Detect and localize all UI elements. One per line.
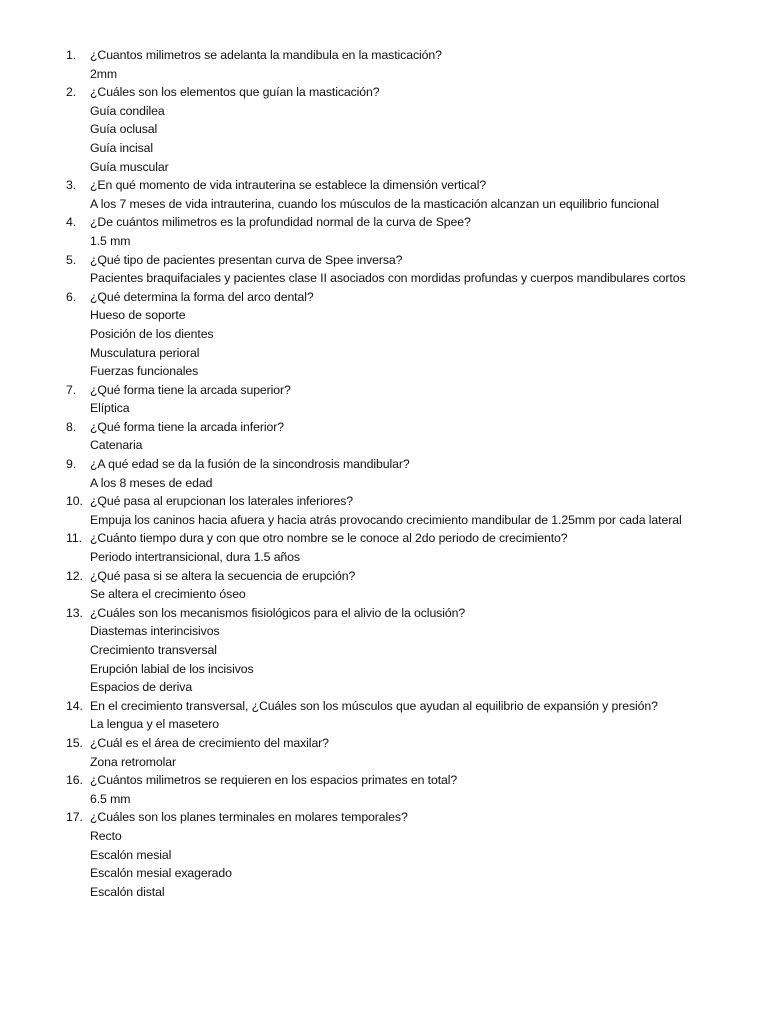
answer-line: Elíptica bbox=[90, 401, 130, 416]
question-text: ¿Cuantos milimetros se adelanta la mandibula en la masticación? bbox=[90, 48, 442, 62]
question-item bbox=[66, 808, 746, 901]
question-line bbox=[66, 251, 746, 270]
question-line bbox=[66, 418, 746, 437]
question-item bbox=[66, 176, 746, 213]
question-line bbox=[66, 529, 746, 548]
question-number: 3. bbox=[66, 178, 77, 193]
question-line bbox=[66, 213, 746, 232]
question-number: 11. bbox=[66, 531, 82, 546]
question-number: 13. bbox=[66, 605, 83, 620]
answer-line: Recto bbox=[90, 828, 122, 843]
question-text: ¿De cuántos milimetros es la profundidad normal de la curva de Spee? bbox=[90, 215, 471, 230]
question-item bbox=[66, 381, 746, 418]
answer-line: A los 7 meses de vida intrauterina, cuando los músculos de la masticación alcanzan un equilibrio funcional bbox=[90, 196, 660, 211]
answer-line: Crecimiento transversal bbox=[90, 643, 217, 657]
question-item bbox=[66, 771, 746, 808]
answer-line: Erupción labial de los incisivos bbox=[90, 661, 254, 676]
answer-line: 6.5 mm bbox=[90, 791, 131, 806]
question-item bbox=[66, 492, 746, 529]
question-line bbox=[66, 288, 746, 307]
question-line bbox=[66, 455, 746, 474]
answer-line: Periodo intertransicional, dura 1.5 años bbox=[90, 550, 300, 565]
question-number: 6. bbox=[66, 289, 77, 304]
question-text: ¿Cuánto tiempo dura y con que otro nombre se le conoce al 2do periodo de crecimiento? bbox=[90, 531, 568, 546]
question-text: ¿A qué edad se da la fusión de la sincondrosis mandibular? bbox=[90, 457, 410, 472]
question-item bbox=[66, 734, 746, 771]
question-text: En el crecimiento transversal, ¿Cuáles son los músculos que ayudan al equilibrio de expansión y presión? bbox=[90, 698, 658, 713]
question-line bbox=[66, 771, 746, 790]
question-item bbox=[66, 83, 746, 176]
answer-line: Zona retromolar bbox=[90, 754, 176, 769]
question-text: ¿Qué forma tiene la arcada inferior? bbox=[90, 419, 284, 434]
question-item bbox=[66, 46, 746, 83]
question-text: ¿Qué forma tiene la arcada superior? bbox=[90, 382, 291, 397]
question-item bbox=[66, 455, 746, 492]
answer-line: Pacientes braquifaciales y pacientes clase II asociados con mordidas profundas y cuerpos mandibulares cortos bbox=[90, 271, 686, 286]
question-item bbox=[66, 604, 746, 697]
question-list bbox=[66, 46, 746, 901]
answer-line: Fuerzas funcionales bbox=[90, 364, 199, 379]
question-line bbox=[66, 381, 746, 400]
question-line bbox=[66, 46, 746, 65]
question-number: 4. bbox=[66, 215, 77, 230]
question-line bbox=[66, 808, 746, 827]
answer-line: Catenaria bbox=[90, 438, 143, 453]
answer-line: Posición de los dientes bbox=[90, 326, 214, 341]
answer-line: Guía condilea bbox=[90, 103, 165, 118]
question-line bbox=[66, 604, 746, 623]
question-number: 15. bbox=[66, 735, 83, 750]
question-text: ¿Qué pasa al erupcionan los laterales inferiores? bbox=[90, 494, 354, 509]
question-number: 1. bbox=[66, 48, 77, 62]
question-item bbox=[66, 567, 746, 604]
question-number: 10. bbox=[66, 494, 83, 509]
answer-line: 1.5 mm bbox=[90, 233, 131, 248]
question-text: ¿Qué determina la forma del arco dental? bbox=[90, 289, 314, 304]
question-line bbox=[66, 176, 746, 195]
answer-line: La lengua y el masetero bbox=[90, 717, 219, 732]
answer-line: 2mm bbox=[90, 66, 118, 81]
question-number: 16. bbox=[66, 773, 83, 788]
question-text: ¿Cuál es el área de crecimiento del maxilar? bbox=[90, 735, 329, 750]
question-number: 14. bbox=[66, 698, 83, 713]
question-item bbox=[66, 213, 746, 250]
question-line bbox=[66, 567, 746, 586]
question-text: ¿Cuáles son los planes terminales en molares temporales? bbox=[90, 810, 408, 825]
answer-line: Escalón distal bbox=[90, 884, 165, 899]
question-line bbox=[66, 83, 746, 102]
answer-line: Se altera el crecimiento óseo bbox=[90, 587, 246, 602]
question-item bbox=[66, 529, 746, 566]
answer-line: Empuja los caninos hacia afuera y hacia atrás provocando crecimiento mandibular de 1.25mm por cada lateral bbox=[90, 512, 682, 527]
question-text: ¿Qué tipo de pacientes presentan curva de Spee inversa? bbox=[90, 252, 403, 267]
question-text: ¿Cuáles son los elementos que guían la masticación? bbox=[90, 85, 380, 100]
question-number: 8. bbox=[66, 419, 77, 434]
question-item bbox=[66, 697, 746, 734]
question-number: 9. bbox=[66, 457, 77, 472]
question-line bbox=[66, 697, 746, 716]
question-line bbox=[66, 492, 746, 511]
question-item bbox=[66, 418, 746, 455]
answer-line: Musculatura perioral bbox=[90, 345, 200, 360]
answer-line: Diastemas interincisivos bbox=[90, 624, 220, 639]
question-number: 12. bbox=[66, 568, 83, 583]
question-text: ¿Qué pasa si se altera la secuencia de erupción? bbox=[90, 568, 356, 583]
question-item bbox=[66, 288, 746, 381]
answer-line: Guía incisal bbox=[90, 140, 154, 155]
question-number: 7. bbox=[66, 382, 77, 397]
question-number: 2. bbox=[66, 85, 77, 100]
answer-line: Escalón mesial exagerado bbox=[90, 866, 232, 881]
answer-line: A los 8 meses de edad bbox=[90, 475, 213, 490]
answer-line: Espacios de deriva bbox=[90, 680, 193, 695]
question-text: ¿Cuántos milimetros se requieren en los espacios primates en total? bbox=[90, 773, 458, 788]
question-number: 5. bbox=[66, 252, 77, 267]
answer-line: Guía oclusal bbox=[90, 122, 158, 137]
question-text: ¿En qué momento de vida intrauterina se establece la dimensión vertical? bbox=[90, 178, 487, 193]
answer-line: Escalón mesial bbox=[90, 847, 172, 862]
question-text: ¿Cuáles son los mecanismos fisiológicos para el alivio de la oclusión? bbox=[90, 605, 466, 620]
question-number: 17. bbox=[66, 810, 83, 825]
answer-line: Guía muscular bbox=[90, 159, 169, 174]
question-item bbox=[66, 251, 746, 288]
question-line bbox=[66, 734, 746, 753]
answer-line: Hueso de soporte bbox=[90, 308, 186, 323]
